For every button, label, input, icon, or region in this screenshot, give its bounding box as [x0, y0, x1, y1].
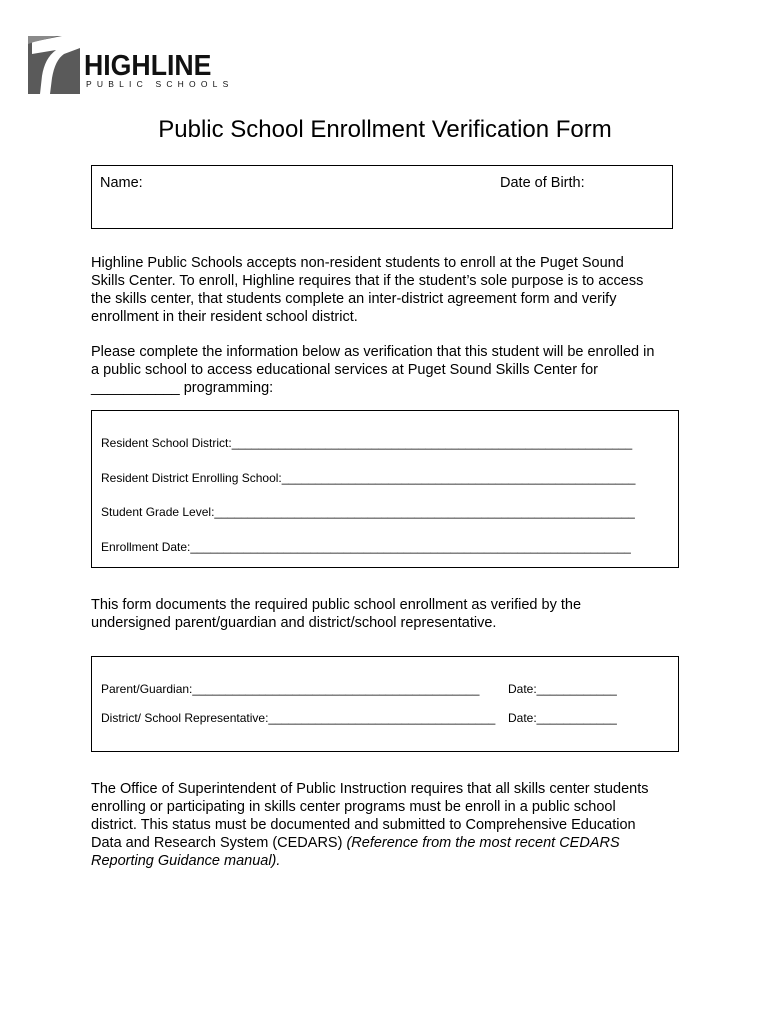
page-title: Public School Enrollment Verification Form: [158, 116, 612, 143]
text-line: ___________ programming:: [91, 380, 274, 396]
parent-guardian-field[interactable]: Parent/Guardian:___________________________________________: [101, 682, 480, 696]
highline-logo-mark-icon: [28, 32, 82, 96]
district-info-box: [91, 410, 679, 568]
logo-subtitle: PUBLIC SCHOOLS: [86, 79, 234, 89]
logo-wordmark: HIGHLINE: [84, 50, 212, 82]
text-line: [91, 852, 691, 870]
resident-district-enrolling-school-field[interactable]: Resident District Enrolling School:_____________________________________________________: [101, 471, 636, 485]
text-line: Highline Public Schools accepts non-resident students to enroll at the Puget Sound: [91, 255, 624, 271]
text-line: Skills Center. To enroll, Highline requires that if the student’s sole purpose is to access: [91, 273, 644, 289]
text-line: enrollment in their resident school district.: [91, 309, 358, 325]
text-line: district. This status must be documented and submitted to Comprehensive Education: [91, 817, 636, 833]
intro-paragraph-2: [91, 343, 691, 397]
district-representative-field[interactable]: District/ School Representative:__________________________________: [101, 711, 496, 725]
reference-text: Reporting Guidance manual).: [91, 853, 281, 869]
verification-paragraph: [91, 596, 691, 632]
text-line: Please complete the information below as verification that this student will be enrolled in: [91, 344, 655, 360]
enrollment-date-field[interactable]: Enrollment Date:__________________________________________________________________: [101, 540, 631, 554]
text-line: The Office of Superintendent of Public Instruction requires that all skills center students: [91, 781, 649, 797]
intro-paragraph-1: [91, 254, 691, 326]
parent-date-field[interactable]: Date:____________: [508, 682, 617, 696]
footer-paragraph: [91, 780, 691, 870]
text-line: undersigned parent/guardian and district/school representative.: [91, 615, 497, 631]
text-plain: Data and Research System (CEDARS): [91, 835, 347, 851]
resident-school-district-field[interactable]: Resident School District:____________________________________________________________: [101, 436, 633, 450]
text-line: enrolling or participating in skills center programs must be enroll in a public school: [91, 799, 616, 815]
highline-logo: [28, 32, 238, 96]
representative-date-field[interactable]: Date:____________: [508, 711, 617, 725]
student-info-box: [91, 165, 673, 229]
text-line: the skills center, that students complete an inter-district agreement form and verify: [91, 291, 617, 307]
text-line: a public school to access educational services at Puget Sound Skills Center for: [91, 362, 598, 378]
reference-text: (Reference from the most recent CEDARS: [346, 835, 620, 851]
text-line: [91, 834, 691, 852]
dob-field-label[interactable]: Date of Birth:: [500, 175, 585, 191]
student-grade-level-field[interactable]: Student Grade Level:_______________________________________________________________: [101, 505, 635, 519]
text-line: This form documents the required public school enrollment as verified by the: [91, 597, 582, 613]
name-field-label[interactable]: Name:: [100, 175, 143, 191]
signature-box: [91, 656, 679, 752]
